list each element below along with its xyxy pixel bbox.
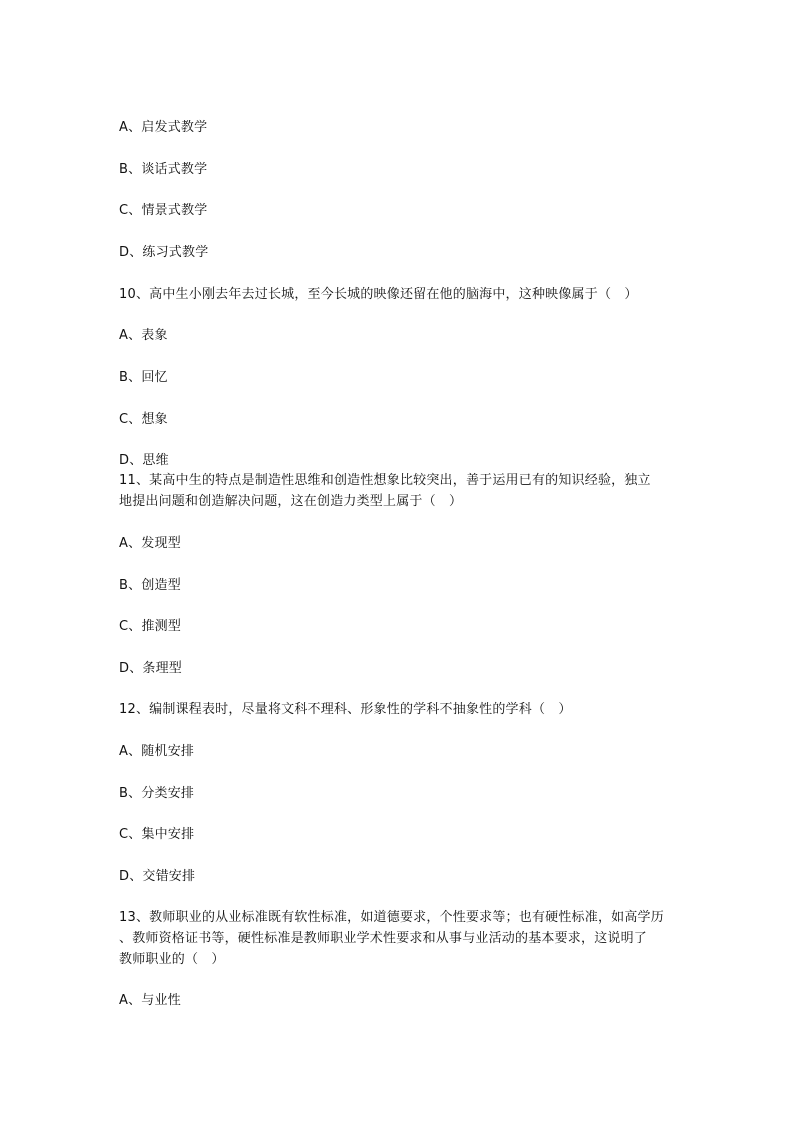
option-d-q10: D、思维 (119, 453, 169, 468)
option-c-q10: C、想象 (119, 412, 168, 427)
option-a-q9: A、启发式教学 (119, 120, 208, 135)
option-c-q9: C、情景式教学 (119, 203, 208, 218)
option-c-q12: C、集中安排 (119, 827, 195, 842)
question-10: 10、高中生小刚去年去过长城，至今长城的映像还留在他的脑海中，这种映像属于（ ） (119, 287, 638, 302)
option-c-q11: C、推测型 (119, 619, 182, 634)
question-11-line-2: 地提出问题和创造解决问题，这在创造力类型上属于（ ） (119, 494, 463, 509)
question-12: 12、编制课程表时，尽量将文科不理科、形象性的学科不抽象性的学科（ ） (119, 702, 572, 717)
option-b-q12: B、分类安排 (119, 786, 195, 801)
question-11-line-1: 11、某高中生的特点是制造性思维和创造性想象比较突出，善于运用已有的知识经验，独立 (119, 473, 651, 488)
question-13-line-3: 教师职业的（ ） (119, 952, 225, 967)
option-a-q12: A、随机安排 (119, 744, 195, 759)
question-13-line-1: 13、教师职业的从业标准既有软性标准，如道德要求，个性要求等；也有硬性标准，如高学历 (119, 910, 664, 925)
option-a-q11: A、发现型 (119, 536, 181, 551)
option-b-q10: B、回忆 (119, 370, 168, 385)
question-13-line-2: 、教师资格证书等，硬性标准是教师职业学术性要求和从事与业活动的基本要求，这说明了 (119, 931, 648, 946)
option-d-q9: D、练习式教学 (119, 245, 209, 260)
option-a-q13: A、与业性 (119, 993, 181, 1008)
option-b-q9: B、谈话式教学 (119, 162, 208, 177)
option-b-q11: B、创造型 (119, 578, 181, 593)
option-d-q11: D、条理型 (119, 661, 183, 676)
option-d-q12: D、交错安排 (119, 869, 196, 884)
option-a-q10: A、表象 (119, 328, 168, 343)
